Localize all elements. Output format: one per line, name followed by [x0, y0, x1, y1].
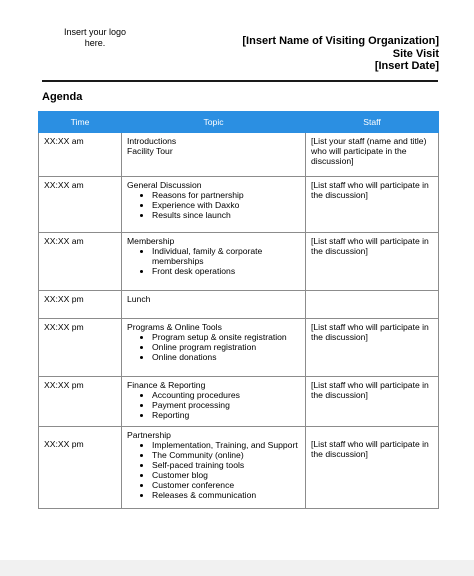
topic-title: Partnership: [127, 430, 171, 440]
staff-cell: [List staff who will participate in the discussion]: [306, 319, 439, 377]
list-item: • Program setup & onsite registration: [152, 332, 300, 342]
list-item: • Online donations: [152, 352, 300, 362]
site-visit-title: Site Visit: [392, 47, 439, 60]
topic-bullet-list: [127, 190, 300, 220]
list-item: • Implementation, Training, and Support: [152, 440, 300, 450]
topic-cell: [122, 233, 306, 291]
section-title: Agenda: [42, 91, 83, 103]
staff-cell: [List staff who will participate in the discussion]: [306, 427, 439, 509]
list-item: • Customer conference: [152, 480, 300, 490]
list-item: • Self-paced training tools: [152, 460, 300, 470]
topic-title: Lunch: [127, 294, 151, 304]
topic-cell: [122, 291, 306, 319]
time-cell: XX:XX am: [39, 177, 122, 233]
table-row: [39, 233, 439, 291]
topic-title: Introductions: [127, 136, 177, 146]
table-row: [39, 427, 439, 509]
topic-title: General Discussion: [127, 180, 202, 190]
topic-bullet-list: [127, 246, 300, 276]
list-item: • Customer blog: [152, 470, 300, 480]
topic-title: Finance & Reporting: [127, 380, 206, 390]
table-row: [39, 319, 439, 377]
topic-cell: [122, 177, 306, 233]
time-cell: XX:XX pm: [39, 319, 122, 377]
staff-cell: [List staff who will participate in the discussion]: [306, 377, 439, 427]
list-item: • Results since launch: [152, 210, 300, 220]
visit-date: [Insert Date]: [374, 60, 439, 72]
logo-placeholder: [60, 27, 130, 49]
table-row: [39, 377, 439, 427]
topic-cell: [122, 319, 306, 377]
topic-title: Programs & Online Tools: [127, 322, 222, 332]
header-divider: [42, 80, 438, 82]
list-item: • The Community (online): [152, 450, 300, 460]
time-cell: XX:XX pm: [39, 377, 122, 427]
list-item: • Accounting procedures: [152, 390, 300, 400]
logo-text-line1: Insert your logo: [63, 27, 127, 37]
list-item: • Reporting: [152, 410, 300, 420]
time-cell: XX:XX pm: [39, 291, 122, 319]
topic-cell: [122, 377, 306, 427]
agenda-table: [38, 111, 439, 509]
topic-cell: [122, 133, 306, 177]
table-header-row: [39, 112, 439, 133]
topic-cell: [122, 427, 306, 509]
column-header-staff: Staff: [306, 112, 439, 133]
list-item: • Online program registration: [152, 342, 300, 352]
page-bottom-strip: [0, 560, 474, 576]
table-row: [39, 177, 439, 233]
staff-cell: [List staff who will participate in the discussion]: [306, 233, 439, 291]
logo-text-line2: here.: [84, 38, 106, 48]
list-item: • Payment processing: [152, 400, 300, 410]
time-cell: XX:XX pm: [39, 427, 122, 509]
topic-title: Facility Tour: [127, 146, 173, 156]
list-item: • Individual, family & corporate memberships: [152, 246, 300, 266]
topic-bullet-list: [127, 440, 300, 500]
column-header-time: Time: [39, 112, 122, 133]
staff-cell: [List your staff (name and title) who will participate in the discussion]: [306, 133, 439, 177]
table-row: [39, 291, 439, 319]
list-item: • Experience with Daxko: [152, 200, 300, 210]
list-item: • Front desk operations: [152, 266, 300, 276]
organization-name: [Insert Name of Visiting Organization]: [242, 35, 439, 47]
time-cell: XX:XX am: [39, 233, 122, 291]
staff-cell: [306, 291, 439, 319]
column-header-topic: Topic: [122, 112, 306, 133]
document-header: [242, 35, 439, 73]
staff-cell: [List staff who will participate in the discussion]: [306, 177, 439, 233]
table-row: [39, 133, 439, 177]
topic-title: Membership: [127, 236, 175, 246]
topic-bullet-list: [127, 332, 300, 362]
time-cell: XX:XX am: [39, 133, 122, 177]
list-item: • Releases & communication: [152, 490, 300, 500]
list-item: • Reasons for partnership: [152, 190, 300, 200]
topic-bullet-list: [127, 390, 300, 420]
